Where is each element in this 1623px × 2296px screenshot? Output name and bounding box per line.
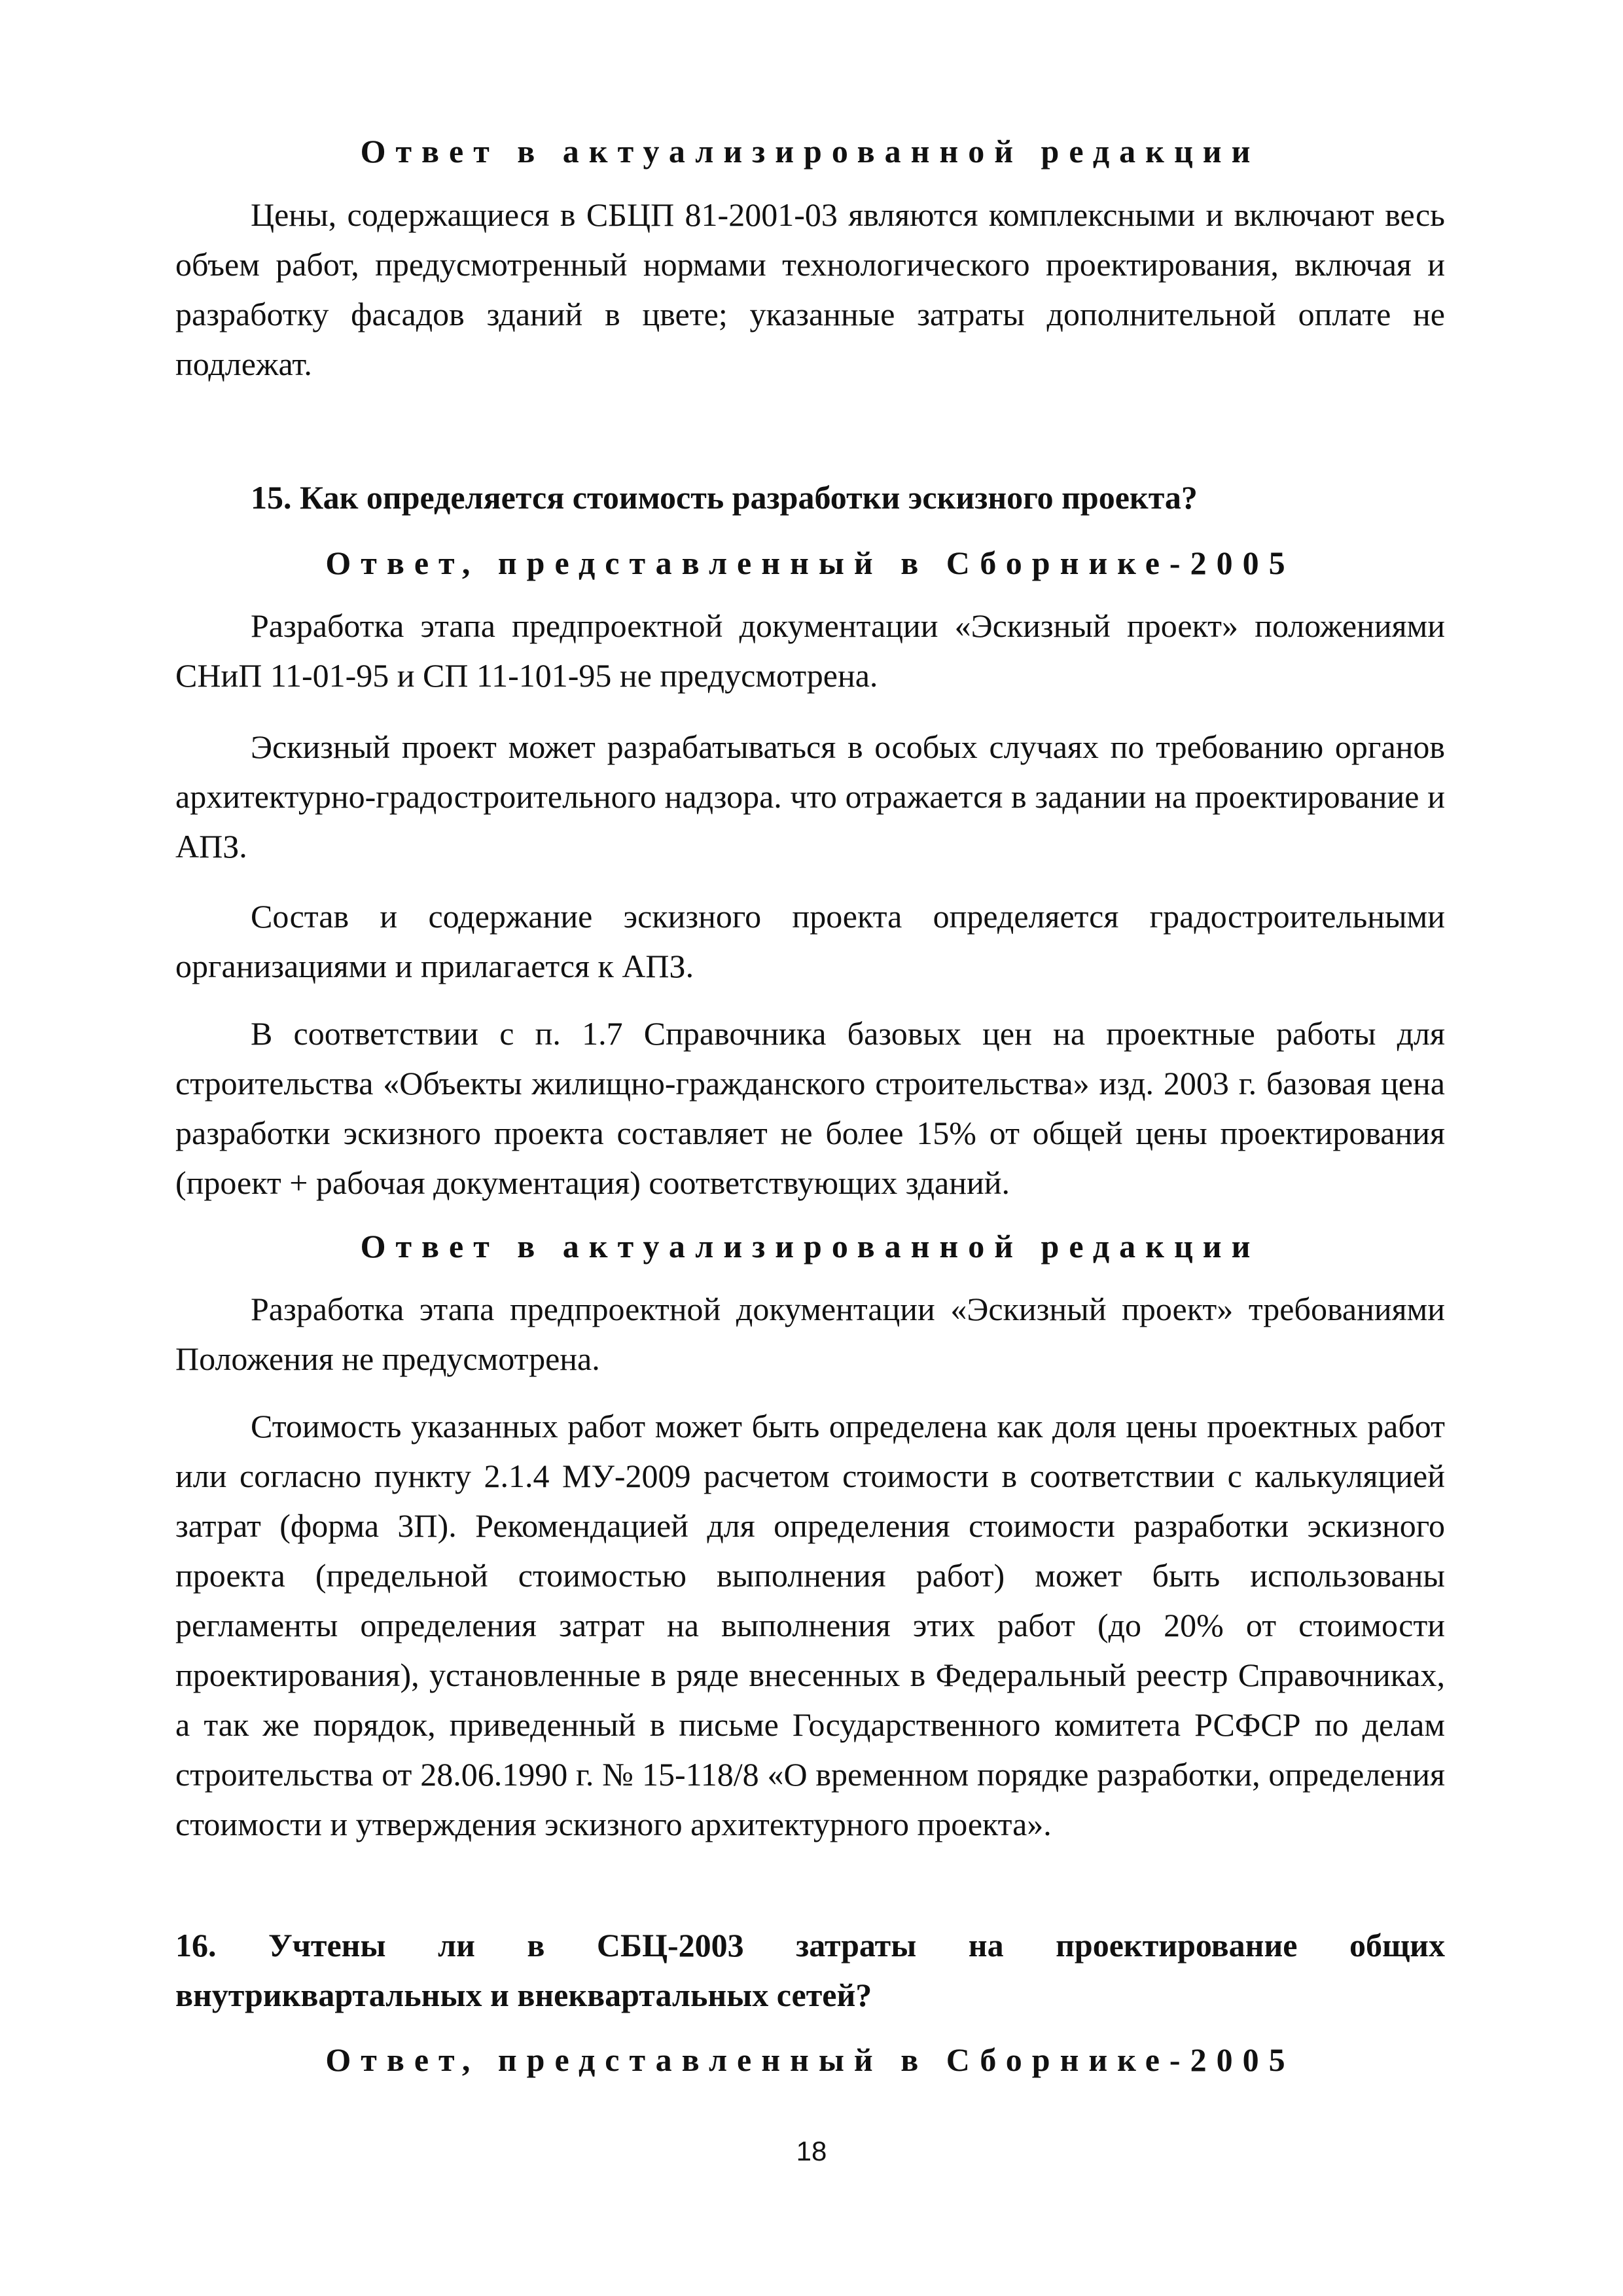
question-16-section [175,1920,1445,2020]
question-15-title: 15. Как определяется стоимость разработки эскизного проекта? [251,479,1198,516]
q15-collection-answer-4 [175,1009,1445,1208]
q15-collection-paragraph-2: Эскизный проект может разрабатываться в особых случаях по требованию органов архитектурно-градостроительного надзора. что отражается в задании на проектирование и АПЗ. [175,728,1445,865]
heading-collection-2005-1: Ответ, представленный в Сборнике-2005 [325,545,1295,581]
question-16-line-1: 16. Учтены ли в СБЦ-2003 затраты на проектирование общих [175,1927,1445,1964]
q15-collection-paragraph-1: Разработка этапа предпроектной документации «Эскизный проект» положениями СНиП 11-01-95 и СП 11-101-95 не предусмотрена. [175,607,1445,694]
question-15-section [175,473,1445,522]
heading-updated-edition-1: Ответ в актуализированной редакции [360,133,1260,170]
intro-section [175,190,1445,389]
q15-collection-answer-2 [175,722,1445,871]
q15-collection-answer-3 [175,891,1445,991]
heading-collection-2005-2: Ответ, представленный в Сборнике-2005 [325,2041,1295,2078]
q15-updated-answer-2 [175,1401,1445,1849]
q15-updated-paragraph-2: Стоимость указанных работ может быть определена как доля цены проектных работ или согласно пункту 2.1.4 МУ-2009 расчетом стоимости в соответствии с калькуляцией затрат (форма 3П). Рекомендацией для определения стоимости разработки эскизного проекта (предельной стоимостью выполнения работ) может быть использованы регламенты определения затрат на выполнения этих работ (до 20% от стоимости проектирования), установленные в ряде внесенных в Федеральный реестр Справочниках, а так же порядок, приведенный в письме Государственного комитета РСФСР по делам строительства от 28.06.1990 г. № 15-118/8 «О временном порядке разработки, определения стоимости и утверждения эскизного архитектурного проекта». [175,1408,1445,1842]
question-16-title [175,1920,1445,2020]
q15-collection-paragraph-3: Состав и содержание эскизного проекта определяется градостроительными организациями и прилагается к АПЗ. [175,898,1445,984]
question-16-line-2: внутриквартальных и внеквартальных сетей? [175,1977,872,2013]
heading-updated-edition-2: Ответ в актуализированной редакции [360,1228,1260,1265]
q15-updated-paragraph-1: Разработка этапа предпроектной документации «Эскизный проект» требованиями Положения не предусмотрена. [175,1291,1445,1377]
page-number: 18 [796,2136,827,2166]
q15-collection-paragraph-4: В соответствии с п. 1.7 Справочника базовых цен на проектные работы для строительства «Объекты жилищно-гражданского строительства» изд. 2003 г. базовая цена разработки эскизного проекта составляет не более 15% от общей цены проектирования (проект + рабочая документация) соответствующих зданий. [175,1015,1445,1201]
q15-collection-answer [175,601,1445,700]
intro-paragraph: Цены, содержащиеся в СБЦП 81-2001-03 являются комплексными и включают весь объем работ, предусмотренный нормами технологического проектирования, включая и разработку фасадов зданий в цвете; указанные затраты дополнительной оплате не подлежат. [175,196,1445,382]
q15-updated-answer [175,1284,1445,1384]
